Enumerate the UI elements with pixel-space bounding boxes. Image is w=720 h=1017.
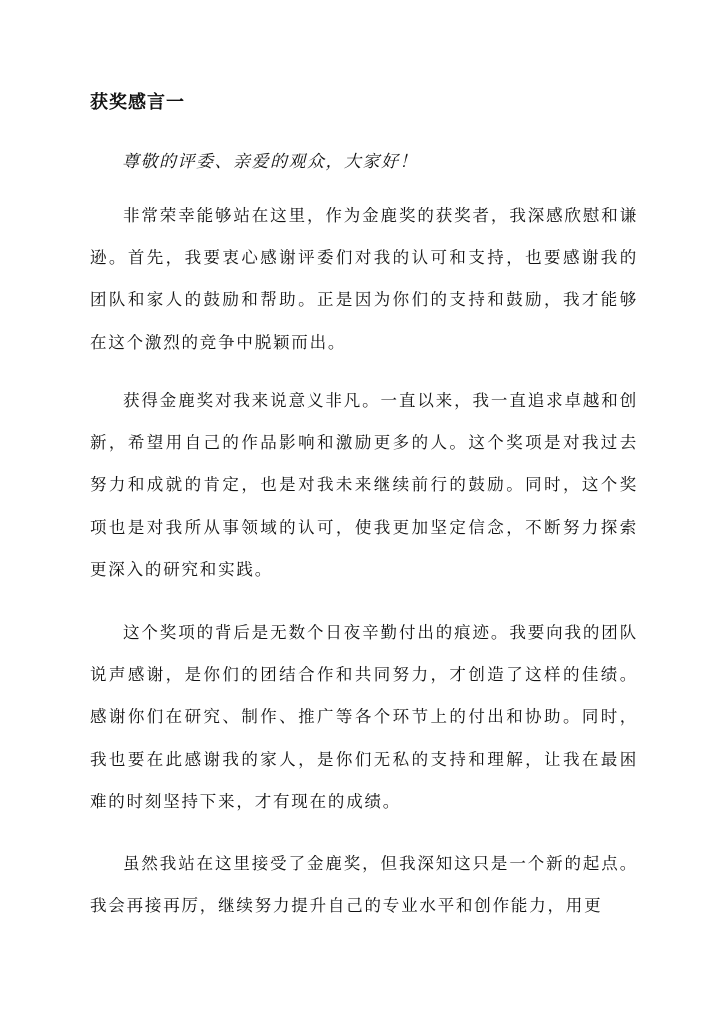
- paragraph-4: 虽然我站在这里接受了金鹿奖，但我深知这只是一个新的起点。我会再接再厉，继续努力提升自己的专业水平和创作能力，用更: [90, 854, 638, 916]
- document-title: 获奖感言一: [90, 92, 185, 113]
- paragraph-1: 非常荣幸能够站在这里，作为金鹿奖的获奖者，我深感欣慰和谦逊。首先，我要衷心感谢评委们对我的认可和支持，也要感谢我的团队和家人的鼓励和帮助。正是因为你们的支持和鼓励，我才能够在这个激烈的竞争中脱颖而出。: [90, 206, 638, 352]
- paragraph-3: 这个奖项的背后是无数个日夜辛勤付出的痕迹。我要向我的团队说声感谢，是你们的团结合作和共同努力，才创造了这样的佳绩。感谢你们在研究、制作、推广等各个环节上的付出和协助。同时，我也要在此感谢我的家人，是你们无私的支持和理解，让我在最困难的时刻坚持下来，才有现在的成绩。: [90, 623, 638, 811]
- paragraph-2: 获得金鹿奖对我来说意义非凡。一直以来，我一直追求卓越和创新，希望用自己的作品影响和激励更多的人。这个奖项是对我过去努力和成就的肯定，也是对我未来继续前行的鼓励。同时，这个奖项也是对我所从事领域的认可，使我更加坚定信念，不断努力探索更深入的研究和实践。: [90, 391, 638, 579]
- greeting-line: 尊敬的评委、亲爱的观众，大家好！: [122, 152, 418, 172]
